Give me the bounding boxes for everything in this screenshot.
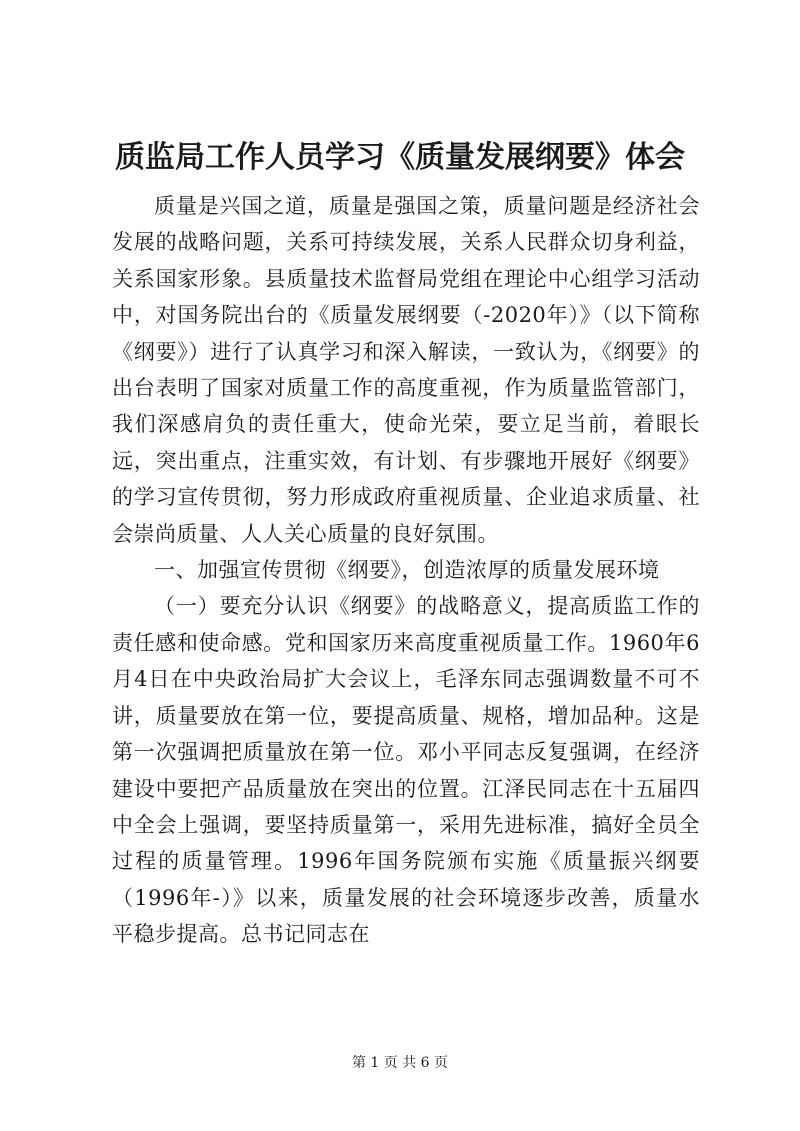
paragraph-section-1-1: （一）要充分认识《纲要》的战略意义，提高质监工作的责任感和使命感。党和国家历来高度重视质量工作。1960年6月4日在中央政治局扩大会议上，毛泽东同志强调数量不可不讲，质量要放在第一位，要提高质量、规格，增加品种。这是第一次强调把质量放在第一位。邓小平同志反复强调，在经济建设中要把产品质量放在突出的位置。江泽民同志在十五届四中全会上强调，要坚持质量第一，采用先进标准，搞好全员全过程的质量管理。1996年国务院颁布实施《质量振兴纲要（1996年-）》以来，质量发展的社会环境逐步改善，质量水平稳步提高。总书记同志在 (112, 594, 700, 947)
document-body (112, 188, 700, 953)
paragraph-intro: 质量是兴国之道，质量是强国之策，质量问题是经济社会发展的战略问题，关系可持续发展，关系人民群众切身利益，关系国家形象。县质量技术监督局党组在理论中心组学习活动中，对国务院出台的《质量发展纲要（-2020年）》（以下简称《纲要》）进行了认真学习和深入解读，一致认为，《纲要》的出台表明了国家对质量工作的高度重视，作为质量监管部门，我们深感肩负的责任重大，使命光荣，要立足当前，着眼长远，突出重点，注重实效，有计划、有步骤地开展好《纲要》的学习宣传贯彻，努力形成政府重视质量、企业追求质量、社会崇尚质量、人人关心质量的良好氛围。 (112, 194, 700, 546)
section-heading-1: 一、加强宣传贯彻《纲要》，创造浓厚的质量发展环境 (154, 558, 660, 583)
document-title: 质监局工作人员学习《质量发展纲要》体会 (115, 140, 685, 175)
page-number: 第 1 页 共 6 页 (351, 1055, 449, 1071)
